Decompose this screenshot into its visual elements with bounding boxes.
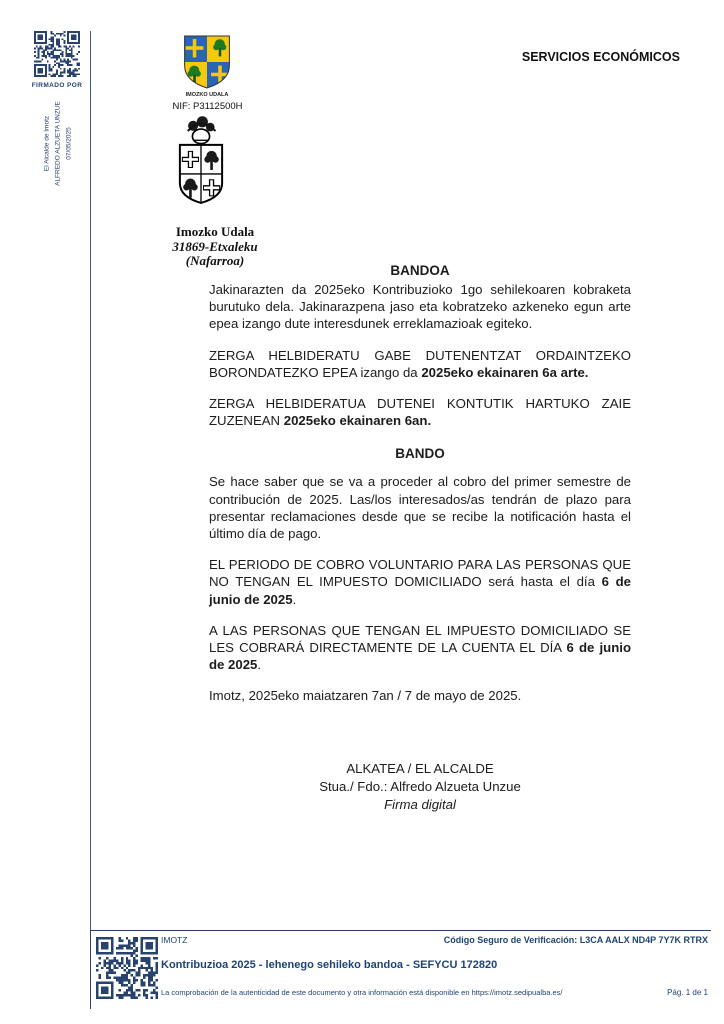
firmado-por-label: FIRMADO POR [31,82,83,89]
verification-qr-code-icon [96,937,158,999]
signature-qr-code-icon [34,31,80,77]
address-block [152,225,278,269]
address-line-2: 31869-Etxaleku [172,238,258,254]
address-line-3: (Nafarroa) [185,253,245,268]
nif-text: NIF: P3112500H [172,101,243,112]
heading-bandoa: BANDOA [390,263,450,278]
municipality-coat-of-arms-icon [181,34,233,90]
footer-org: IMOTZ [161,935,188,945]
signer-date: 07/05/2025 [65,127,73,160]
signature-block [209,760,631,814]
paragraph-eu-1: Jakinarazten da 2025eko Kontribuzioko 1go sehilekoaren kobraketa burutuko dela. Jakinarazpena jaso eta kobratzeko azkeneko egun arte epea izango dute interesdunek erreklamazioak egiteko. [209,282,631,332]
signer-role: El Alcalde de Imotz [43,115,51,172]
verification-footer [90,930,711,1009]
address-line-1: Imozko Udala [175,224,255,239]
department-title: SERVICIOS ECONÓMICOS [521,50,680,64]
paragraph-eu-3: ZERGA HELBIDERATUA DUTENEI KONTUTIK HARTUKO ZAIE ZUZENEAN 2025eko ekainaren 6an. [209,396,631,429]
date-line: Imotz, 2025eko maiatzaren 7an / 7 de mayo de 2025. [209,688,522,704]
signature-name: Stua./ Fdo.: Alfredo Alzueta Unzue [319,779,521,794]
signer-rotated-text [42,96,75,192]
footer-document-title: Kontribuzioa 2025 - lehenego sehileko bandoa - SEFYCU 172820 [161,959,498,971]
heading-bando: BANDO [395,446,445,462]
signer-name: ALFREDO ALZUETA UNZUE [54,101,62,186]
paragraph-es-1: Se hace saber que se va a proceder al cobro del primer semestre de contribución de 2025. Las/los interesados/as tendrán de plazo para presentar reclamaciones desde que se recibe la notificación hasta el último día de pago. [209,474,631,542]
bw-coat-of-arms-icon [168,112,234,224]
sidebar-divider-line [90,31,91,930]
paragraph-es-2: EL PERIODO DE COBRO VOLUNTARIO PARA LAS PERSONAS QUE NO TENGAN EL IMPUESTO DOMICILIADO será hasta el día 6 de junio de 2025. [209,557,631,607]
signature-role: ALKATEA / EL ALCALDE [346,761,494,776]
paragraph-eu-2: ZERGA HELBIDERATU GABE DUTENENTZAT ORDAINTZEKO BORONDATEZKO EPEA izango da 2025eko ekainaren 6a arte. [209,347,631,380]
document-body [209,263,631,719]
footer-page-number: Pág. 1 de 1 [667,988,708,997]
footer-verification-code: Código Seguro de Verificación: L3CA AALX ND4P 7Y7K RTRX [443,935,708,945]
logo-caption: IMOZKO UDALA [185,92,229,98]
paragraph-es-3: A LAS PERSONAS QUE TENGAN EL IMPUESTO DOMICILIADO SE LES COBRARÁ DIRECTAMENTE DE LA CUENTA EL DÍA 6 de junio de 2025. [209,622,632,673]
signature-digital: Firma digital [384,797,456,812]
footer-fine-print: La comprobación de la autenticidad de este documento y otra información está disponible en https://imotz.sedipualba.es/ [161,988,563,997]
